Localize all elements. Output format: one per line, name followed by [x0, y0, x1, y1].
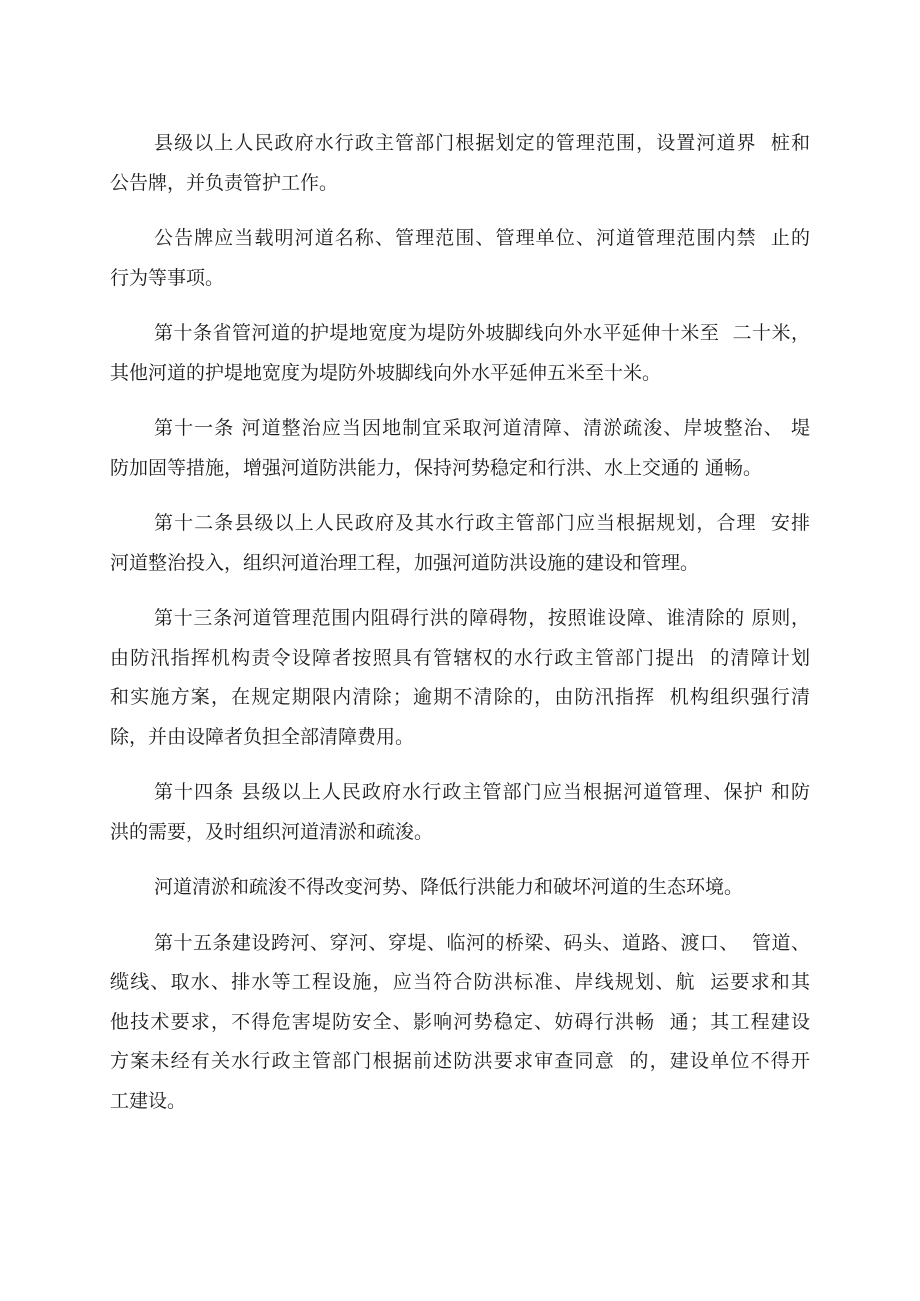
paragraph: [110, 314, 810, 393]
text-line: 公告牌，并负责管护工作。: [110, 171, 339, 194]
text-line: 方案未经有关水行政主管部门根据前述防洪要求审查同意 的，建设单位不得开: [110, 1050, 810, 1072]
text-line: 其他河道的护堤地宽度为堤防外坡脚线向外水平延伸五米至十米。: [110, 361, 662, 384]
text-line: 工建设。: [110, 1089, 187, 1112]
text-line: 第十二条县级以上人民政府及其水行政主管部门应当根据规划，合理 安排: [154, 512, 810, 534]
paragraph: [110, 924, 810, 1122]
paragraph: [110, 868, 810, 908]
text-line: 他技术要求，不得危害堤防安全、影响河势稳定、妨碍行洪畅 通；其工程建设: [110, 1010, 810, 1033]
text-line: 第十五条建设跨河、穿河、穿堤、临河的桥梁、码头、道路、渡口、 管道、: [154, 931, 810, 954]
text-line: 县级以上人民政府水行政主管部门根据划定的管理范围，设置河道界 桩和: [154, 132, 810, 154]
text-line: 第十三条河道管理范围内阻碍行洪的障碍物，按照谁设障、谁清除的 原则，: [154, 607, 810, 629]
text-line: 第十一条 河道整治应当因地制宜采取河道清障、清淤疏浚、岸坡整治、 堤: [154, 417, 810, 439]
document-body: [110, 124, 810, 1137]
text-line: 和实施方案，在规定期限内清除；逾期不清除的，由防汛指挥 机构组织强行清: [110, 686, 810, 708]
text-line: 第十四条 县级以上人民政府水行政主管部门应当根据河道管理、保护 和防: [154, 781, 810, 803]
text-line: 洪的需要，及时组织河道清淤和疏浚。: [110, 820, 434, 843]
paragraph: [110, 504, 810, 583]
text-line: 河道清淤和疏浚不得改变河势、降低行洪能力和破坏河道的生态环境。: [154, 876, 744, 898]
text-line: 第十条省管河道的护堤地宽度为堤防外坡脚线向外水平延伸十米至 二十米，: [154, 322, 810, 344]
text-line: 防加固等措施，增强河道防洪能力，保持河势稳定和行洪、水上交通的 通畅。: [110, 456, 763, 479]
text-line: 行为等事项。: [110, 266, 225, 289]
text-line: 河道整治投入，组织河道治理工程，加强河道防洪设施的建设和管理。: [110, 551, 700, 574]
paragraph: [110, 124, 810, 203]
paragraph: [110, 599, 810, 757]
paragraph: [110, 219, 810, 298]
paragraph: [110, 773, 810, 852]
text-line: 公告牌应当载明河道名称、管理范围、管理单位、河道管理范围内禁 止的: [154, 227, 810, 249]
text-line: 缆线、取水、排水等工程设施，应当符合防洪标准、岸线规划、航 运要求和其: [110, 971, 810, 993]
text-line: 除，并由设障者负担全部清障费用。: [110, 725, 415, 748]
text-line: 由防汛指挥机构责令设障者按照具有管辖权的水行政主管部门提出 的清障计划: [110, 646, 810, 669]
paragraph: [110, 409, 810, 488]
